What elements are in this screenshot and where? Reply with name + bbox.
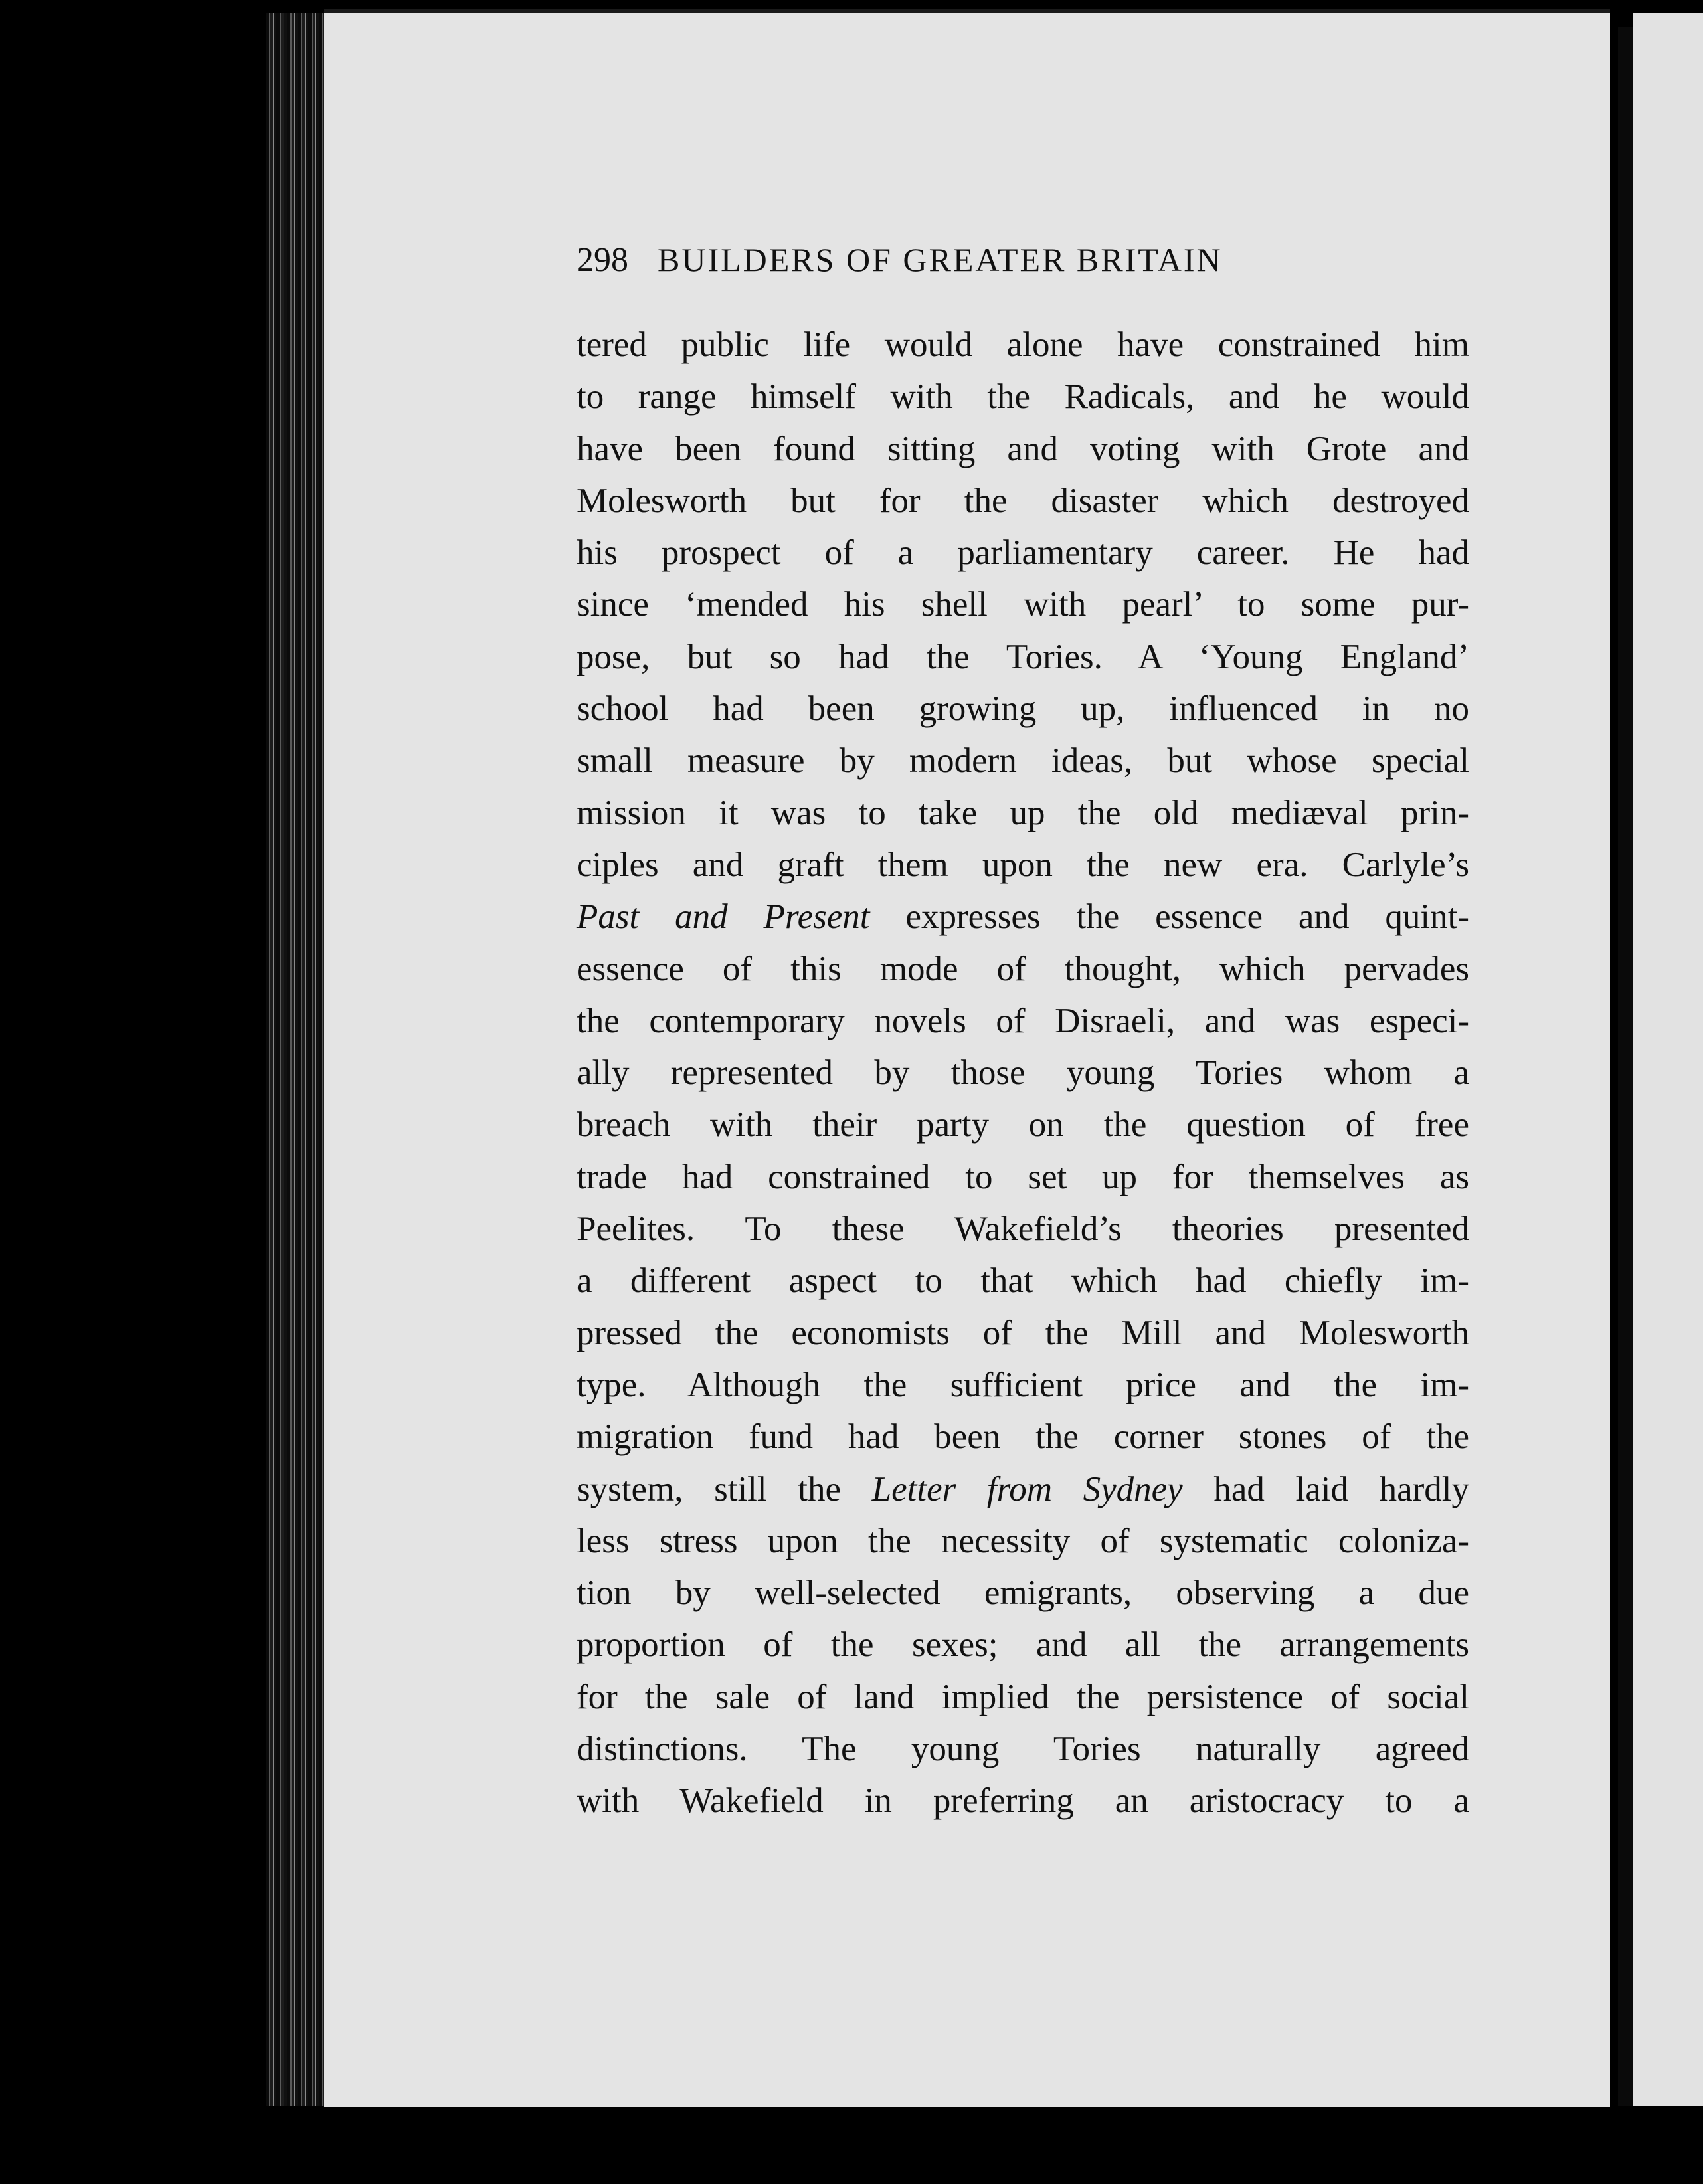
page-header [577,240,1355,294]
text-line: small measure by modern ideas, but whose special [577,741,1469,780]
text-line: essence of this mode of thought, which pervades [577,949,1469,988]
text-line: for the sale of land implied the persistence of social [577,1677,1469,1716]
page-edges [266,13,325,2106]
text-line: Molesworth but for the disaster which destroyed [577,481,1469,520]
scan-border [0,2107,1703,2184]
text-line: mission it was to take up the old mediæval prin- [577,793,1469,832]
text-line: type. Although the sufficient price and the im- [577,1365,1469,1404]
text-line: distinctions. The young Tories naturally agreed [577,1730,1469,1769]
text-line: Past and Present expresses the essence and quint- [577,897,1469,937]
facing-page-edge [1633,13,1703,2106]
text-line: with Wakefield in preferring an aristocracy to a [577,1781,1469,1821]
gutter-shadow [1618,27,1633,2106]
text-line: the contemporary novels of Disraeli, and was especi- [577,1001,1469,1040]
text-line: proportion of the sexes; and all the arrangements [577,1625,1469,1665]
text-line: have been found sitting and voting with Grote and [577,429,1469,468]
text-line: migration fund had been the corner stones of the [577,1417,1469,1457]
text-line: school had been growing up, influenced in no [577,689,1469,729]
text-line: tered public life would alone have constrained him [577,325,1469,364]
page-number: 298 [577,241,628,279]
text-line: ciples and graft them upon the new era. Carlyle’s [577,845,1469,884]
italic-title-letter-from-sydney: Letter from Sydney [871,1469,1183,1508]
text-line: pose, but so had the Tories. A ‘Young England’ [577,637,1469,676]
body-text [577,319,1469,1827]
running-title: BUILDERS OF GREATER BRITAIN [658,241,1223,278]
text-line: pressed the economists of the Mill and Molesworth [577,1313,1469,1352]
italic-title-past-and-present: Past and Present [577,897,870,937]
text-line: his prospect of a parliamentary career. He had [577,533,1469,573]
text-line: trade had constrained to set up for themselves as [577,1157,1469,1196]
text-line: less stress upon the necessity of systematic coloniza- [577,1521,1469,1560]
text-line: tion by well-selected emigrants, observing a due [577,1574,1469,1613]
text-line: to range himself with the Radicals, and he would [577,377,1469,416]
text-line: system, still the Letter from Sydney had laid hardly [577,1469,1469,1508]
text-line: breach with their party on the question of free [577,1105,1469,1144]
text-line: Peelites. To these Wakefield’s theories presented [577,1210,1469,1249]
text-line: ally represented by those young Tories whom a [577,1053,1469,1093]
text-line: a different aspect to that which had chiefly im- [577,1261,1469,1301]
text-line: since ‘mended his shell with pearl’ to some pur- [577,585,1469,624]
